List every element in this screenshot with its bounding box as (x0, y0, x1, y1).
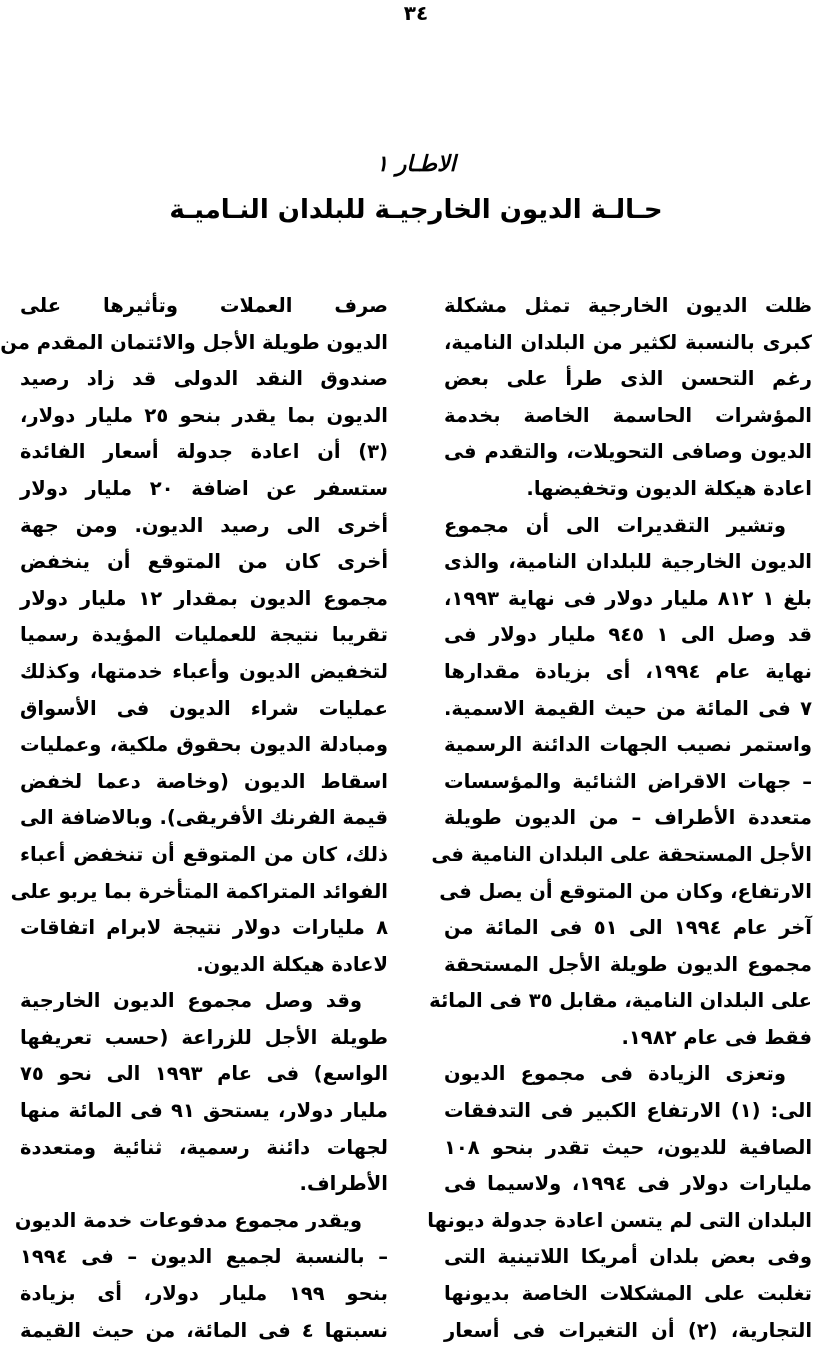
paragraph (429, 508, 812, 1057)
text-line: وفى بعض بلدان أمريكا اللاتينية التى (444, 1245, 812, 1269)
paragraph (20, 983, 388, 1203)
text-line: الديون بما يقدر بنحو ٢٥ مليار دولار، (20, 403, 388, 427)
paragraph (444, 288, 812, 508)
text-line: الصافية للديون، حيث تقدر بنحو ١٠٨ (444, 1135, 812, 1159)
text-line: مجموع الديون طويلة الأجل المستحقة (444, 952, 812, 976)
text-line: الارتفاع، وكان من المتوقع أن يصل فى (439, 879, 812, 903)
text-line: ظلت الديون الخارجية تمثل مشكلة (444, 294, 812, 317)
text-line: ذلك، كان من المتوقع أن تنخفض أعباء (20, 842, 388, 866)
text-line: بنحو ١٩٩ مليار دولار، أى بزيادة (20, 1282, 388, 1306)
text-line: نسبتها ٤ فى المائة، من حيث القيمة (20, 1318, 388, 1342)
text-line: ويقدر مجموع مدفوعات خدمة الديون (14, 1208, 362, 1232)
text-line: عمليات شراء الديون فى الأسواق (20, 696, 388, 720)
text-line: وتشير التقديرات الى أن مجموع (444, 513, 786, 537)
text-line: صندوق النقد الدولى قد زاد رصيد (20, 367, 388, 391)
text-line: (٣) أن اعادة جدولة أسعار الفائدة (20, 440, 388, 464)
text-line: ستسفر عن اضافة ٢٠ مليار دولار (20, 476, 389, 500)
text-line: الديون الخارجية للبلدان النامية، والذى (444, 550, 812, 574)
text-line: اسقاط الديون (وخاصة دعما لخفض (20, 769, 388, 793)
text-line: فقط فى عام ١٩٨٢. (621, 1025, 812, 1049)
text-line: الواسع) فى عام ١٩٩٣ الى نحو ٧٥ (20, 1062, 388, 1086)
page-title: حـالـة الديون الخارجيـة للبلدان النـاميـة (169, 195, 663, 225)
text-line: مليارات دولار فى ١٩٩٤، ولاسيما فى (444, 1172, 812, 1196)
text-column-right (427, 288, 813, 1349)
text-line: الأجل المستحقة على البلدان النامية فى (431, 842, 812, 866)
text-line: الأطراف. (299, 1172, 388, 1196)
text-line: صرف العملات وتأثيرها على (20, 294, 388, 317)
text-line: ٨ مليارات دولار نتيجة لابرام اتفاقات (20, 916, 388, 940)
text-line: على البلدان النامية، مقابل ٣٥ فى المائة (429, 989, 812, 1013)
text-line: المؤشرات الحاسمة الخاصة بخدمة (444, 403, 812, 427)
box-label: الاطـار ١ (376, 152, 456, 177)
text-line: طويلة الأجل للزراعة (حسب تعريفها (20, 1025, 388, 1049)
text-line: رغم التحسن الذى طرأ على بعض (444, 367, 812, 391)
text-line: – بالنسبة لجميع الديون – فى ١٩٩٤ (20, 1245, 388, 1269)
text-line: واستمر نصيب الجهات الدائنة الرسمية (444, 733, 812, 757)
paragraph (427, 1056, 813, 1349)
paragraph (14, 1203, 388, 1349)
text-line: لاعادة هيكلة الديون. (196, 952, 388, 976)
text-line: قد وصل الى ١ ٩٤٥ مليار دولار فى (444, 623, 812, 647)
text-line: ومبادلة الديون بحقوق ملكية، وعمليات (20, 733, 388, 757)
text-line: الديون وصافى التحويلات، والتقدم فى (444, 440, 812, 464)
text-line: تغلبت على المشكلات الخاصة بديونها (444, 1282, 812, 1306)
page-number: ٣٤ (403, 1, 429, 25)
text-line: الى: (١) الارتفاع الكبير فى التدفقات (444, 1099, 813, 1123)
text-line: آخر عام ١٩٩٤ الى ٥١ فى المائة من (444, 916, 812, 940)
text-line: ٧ فى المائة من حيث القيمة الاسمية. (444, 696, 812, 720)
text-line: مجموع الديون بمقدار ١٢ مليار دولار (20, 586, 388, 610)
text-line: بلغ ١ ٨١٢ مليار دولار فى نهاية ١٩٩٣، (444, 586, 812, 610)
text-column-left (0, 288, 389, 1349)
text-line: متعددة الأطراف – من الديون طويلة (444, 806, 812, 830)
text-line: تقريبا نتيجة للعمليات المؤيدة رسميا (20, 623, 388, 647)
text-line: اعادة هيكلة الديون وتخفيضها. (526, 476, 812, 500)
text-line: – جهات الاقراض الثنائية والمؤسسات (444, 769, 812, 793)
text-line: التجارية، (٢) أن التغيرات فى أسعار (444, 1318, 813, 1342)
text-line: البلدان التى لم يتسن اعادة جدولة ديونها (427, 1208, 812, 1232)
text-line: الديون طويلة الأجل والائتمان المقدم من (0, 330, 388, 354)
text-line: أخرى الى رصيد الديون. ومن جهة (20, 513, 388, 537)
text-line: لتخفيض الديون وأعباء خدمتها، وكذلك (20, 659, 388, 683)
text-line: نهاية عام ١٩٩٤، أى بزيادة مقدارها (444, 659, 812, 683)
text-line: كبرى بالنسبة لكثير من البلدان النامية، (444, 330, 812, 354)
text-line: وقد وصل مجموع الديون الخارجية (20, 989, 362, 1013)
text-line: وتعزى الزيادة فى مجموع الديون (444, 1062, 786, 1086)
text-line: لجهات دائنة رسمية، ثنائية ومتعددة (20, 1135, 388, 1159)
text-line: مليار دولار، يستحق ٩١ فى المائة منها (20, 1099, 388, 1123)
text-line: أخرى كان من المتوقع أن ينخفض (20, 550, 388, 574)
text-line: قيمة الفرنك الأفريقى). وبالاضافة الى (20, 806, 388, 830)
paragraph (0, 288, 389, 983)
text-line: الفوائد المتراكمة المتأخرة بما يربو على (10, 879, 388, 903)
